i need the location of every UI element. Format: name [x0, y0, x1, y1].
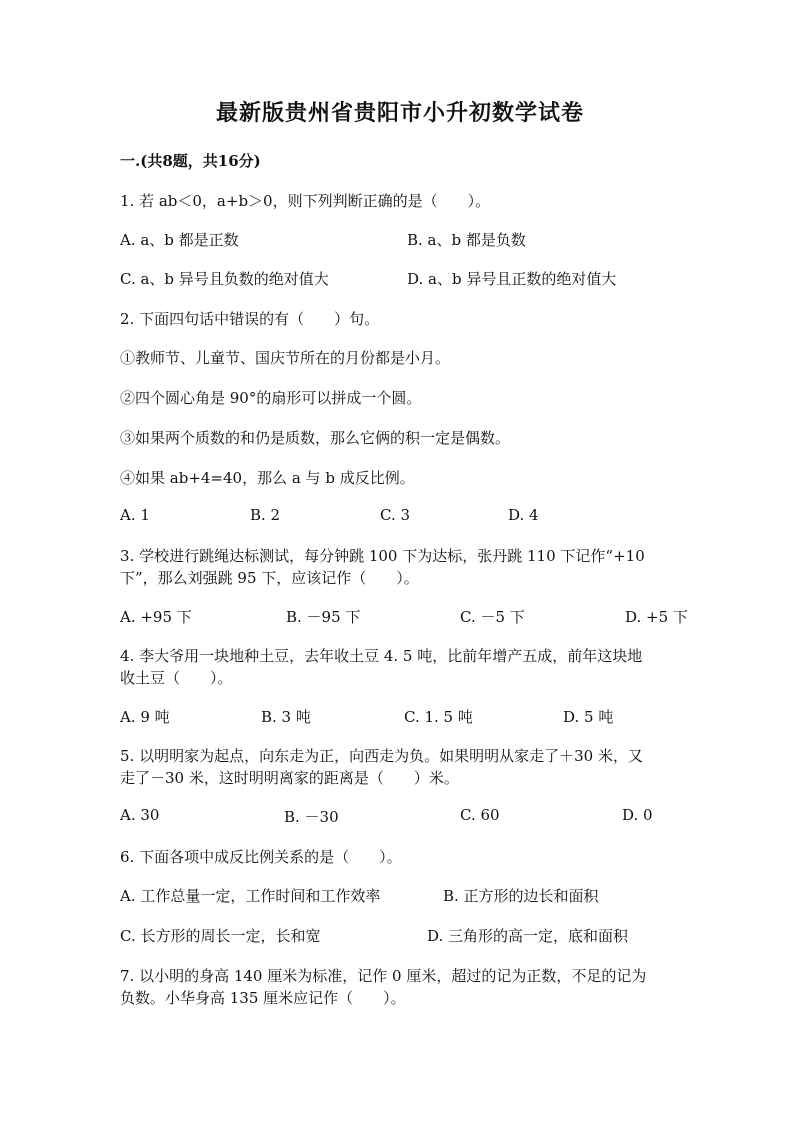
q2-option-c[interactable]: C. 3 [380, 506, 411, 524]
question-7-stem-line-2: 负数。小华身高 135 厘米应记作（ ）。 [120, 989, 406, 1007]
question-2-stem: 2. 下面四句话中错误的有（ ）句。 [120, 310, 380, 328]
q3-option-c[interactable]: C. －5 下 [460, 608, 525, 626]
q4-option-b[interactable]: B. 3 吨 [261, 708, 311, 726]
q2-statement-3: ③如果两个质数的和仍是质数，那么它俩的积一定是偶数。 [120, 429, 511, 447]
q1-option-d[interactable]: D. a、b 异号且正数的绝对值大 [407, 270, 617, 288]
q3-option-d[interactable]: D. +5 下 [625, 608, 688, 626]
q5-option-b[interactable]: B. －30 [284, 808, 339, 826]
q2-statement-2: ②四个圆心角是 90°的扇形可以拼成一个圆。 [120, 389, 422, 407]
question-3-stem-line-2: 下”，那么刘强跳 95 下，应该记作（ ）。 [120, 569, 419, 587]
q6-option-d[interactable]: D. 三角形的高一定，底和面积 [427, 927, 629, 945]
question-5-stem-line-2: 走了－30 米，这时明明离家的距离是（ ）米。 [120, 769, 459, 787]
q3-option-a[interactable]: A. +95 下 [120, 608, 192, 626]
q6-option-c[interactable]: C. 长方形的周长一定，长和宽 [120, 927, 321, 945]
q1-option-c[interactable]: C. a、b 异号且负数的绝对值大 [120, 270, 329, 288]
q2-option-a[interactable]: A. 1 [120, 506, 150, 524]
q6-option-b[interactable]: B. 正方形的边长和面积 [443, 887, 599, 905]
q2-statement-4: ④如果 ab+4=40，那么 a 与 b 成反比例。 [120, 469, 415, 487]
q4-option-a[interactable]: A. 9 吨 [120, 708, 170, 726]
page-title: 最新版贵州省贵阳市小升初数学试卷 [215, 100, 584, 126]
question-6-stem: 6. 下面各项中成反比例关系的是（ ）。 [120, 848, 402, 866]
q5-option-c[interactable]: C. 60 [460, 806, 500, 824]
question-1-stem: 1. 若 ab＜0，a+b＞0，则下列判断正确的是（ ）。 [120, 192, 491, 210]
q5-option-a[interactable]: A. 30 [120, 806, 160, 824]
section-header: 一.(共8题，共16分) [120, 152, 261, 170]
q5-option-d[interactable]: D. 0 [622, 806, 653, 824]
q2-option-b[interactable]: B. 2 [250, 506, 281, 524]
q4-option-d[interactable]: D. 5 吨 [563, 708, 614, 726]
question-5-stem-line-1: 5. 以明明家为起点，向东走为正，向西走为负。如果明明从家走了＋30 米，又 [120, 747, 643, 765]
q2-statement-1: ①教师节、儿童节、国庆节所在的月份都是小月。 [120, 349, 451, 367]
question-7-stem-line-1: 7. 以小明的身高 140 厘米为标准，记作 0 厘米，超过的记为正数，不足的记为 [120, 967, 647, 985]
q2-option-d[interactable]: D. 4 [508, 506, 539, 524]
q3-option-b[interactable]: B. －95 下 [286, 608, 361, 626]
q6-option-a[interactable]: A. 工作总量一定，工作时间和工作效率 [120, 887, 381, 905]
question-3-stem-line-1: 3. 学校进行跳绳达标测试，每分钟跳 100 下为达标，张丹跳 110 下记作“+10 [120, 547, 645, 565]
q1-option-b[interactable]: B. a、b 都是负数 [407, 231, 526, 249]
q1-option-a[interactable]: A. a、b 都是正数 [120, 231, 239, 249]
q4-option-c[interactable]: C. 1. 5 吨 [404, 708, 473, 726]
question-4-stem-line-1: 4. 李大爷用一块地种土豆，去年收土豆 4. 5 吨，比前年增产五成，前年这块地 [120, 647, 643, 665]
question-4-stem-line-2: 收土豆（ ）。 [120, 669, 233, 687]
